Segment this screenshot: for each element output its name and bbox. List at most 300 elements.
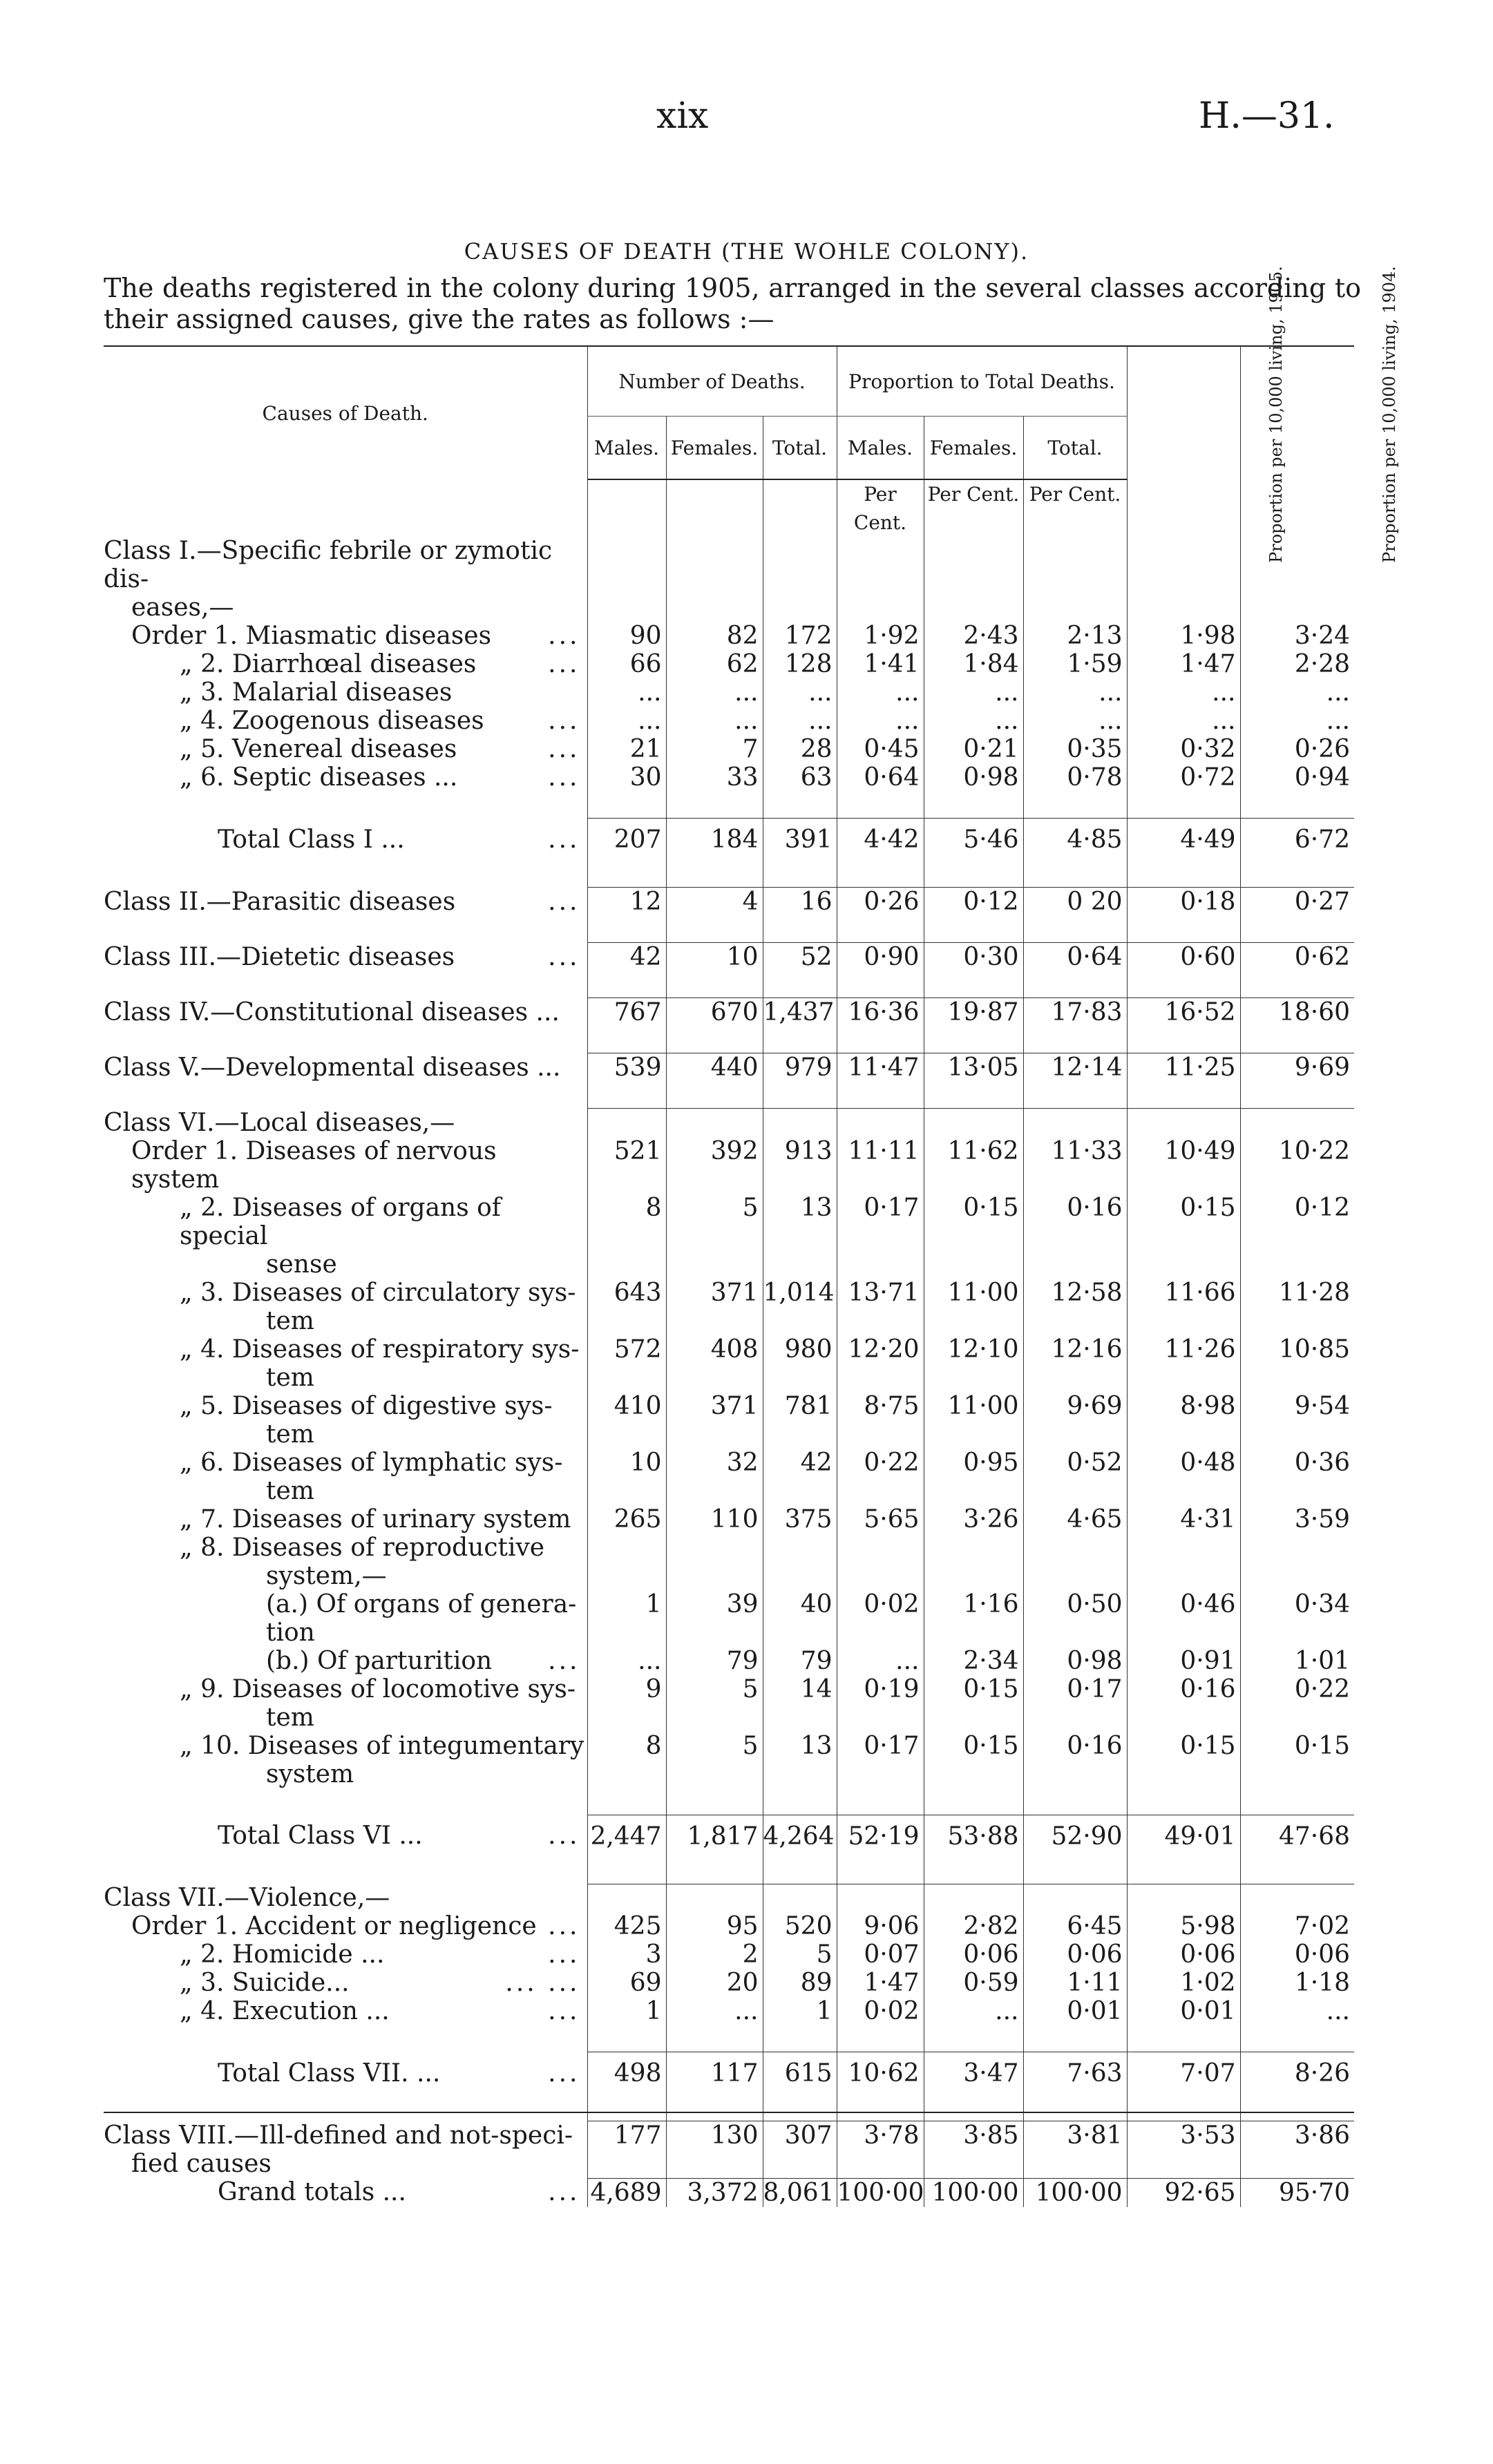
females-percent: 0·15 — [924, 1675, 1023, 1703]
males-percent — [837, 1477, 924, 1505]
table-row — [104, 1760, 1354, 1788]
females-count: 33 — [666, 763, 763, 792]
total-percent: 12·58 — [1023, 1279, 1127, 1307]
spacer-row — [104, 916, 1354, 943]
per-10000-1905: 4·31 — [1127, 1505, 1240, 1534]
per-10000-1905: 0·15 — [1127, 1194, 1240, 1250]
males-percent: 0·17 — [837, 1194, 924, 1250]
intro-paragraph: The deaths registered in the colony during 1905, arranged in the several classes according to their assigned causes, give the rates as follows :— — [104, 273, 1361, 334]
table-row — [104, 650, 1354, 678]
cause-text: (a.) Of organs of genera- — [266, 1589, 577, 1618]
females-percent — [924, 1250, 1023, 1279]
males-percent — [837, 1884, 924, 1912]
females-count: 371 — [666, 1279, 763, 1307]
total-percent: 52·90 — [1023, 1815, 1127, 1857]
per-10000-1905-header: Proportion per 10,000 living, 1905. — [1127, 346, 1240, 479]
males-percent: 9·06 — [837, 1912, 924, 1940]
per-10000-1905: 0·06 — [1127, 1940, 1240, 1969]
table-row — [104, 1137, 1354, 1194]
cause-text: „ 9. Diseases of locomotive sys- — [180, 1674, 576, 1703]
per-10000-1904 — [1240, 1703, 1354, 1732]
cause-label — [104, 1940, 587, 1969]
females-count — [666, 2150, 763, 2178]
section-title: CAUSES OF DEATH (THE WOHLE COLONY). — [464, 238, 1029, 265]
table-row — [104, 678, 1354, 707]
males-count — [587, 537, 666, 593]
per-10000-1905: 0·15 — [1127, 1732, 1240, 1760]
total-count: ... — [763, 707, 837, 735]
males-percent: ... — [837, 707, 924, 735]
table-row — [104, 2178, 1354, 2207]
table-row — [104, 2052, 1354, 2095]
females-count — [666, 1884, 763, 1912]
cause-label — [104, 1250, 587, 1279]
total-count: 1 — [763, 1997, 837, 2025]
females-percent — [924, 1703, 1023, 1732]
females-percent — [924, 1364, 1023, 1392]
total-percent — [1023, 1420, 1127, 1449]
total-count: 615 — [763, 2052, 837, 2095]
total-header: Total. — [763, 417, 837, 480]
males-count: 30 — [587, 763, 666, 792]
spacer-row — [104, 792, 1354, 819]
total-count: 40 — [763, 1590, 837, 1618]
per-10000-1904: 47·68 — [1240, 1815, 1354, 1857]
cause-label — [104, 1505, 587, 1534]
females-percent: ... — [924, 678, 1023, 707]
page-header — [0, 95, 1493, 144]
males-percent — [837, 1307, 924, 1335]
leader-dots: ... — [548, 1822, 580, 1850]
females-count: 670 — [666, 998, 763, 1027]
cause-label — [104, 1137, 587, 1194]
per-10000-1904 — [1240, 1364, 1354, 1392]
males-count — [587, 1760, 666, 1788]
females-percent — [924, 593, 1023, 622]
females-percent: 1·16 — [924, 1590, 1023, 1618]
cause-text: tem — [266, 1703, 314, 1732]
table-row — [104, 735, 1354, 763]
per-10000-1904: 3·24 — [1240, 622, 1354, 650]
table-row — [104, 1250, 1354, 1279]
cause-text: eases,— — [131, 593, 234, 622]
cause-label — [104, 943, 587, 972]
per-10000-1904: 95·70 — [1240, 2178, 1354, 2207]
females-count — [666, 1307, 763, 1335]
per-10000-1905: ... — [1127, 707, 1240, 735]
table-row — [104, 1279, 1354, 1307]
females-count: 1,817 — [666, 1815, 763, 1857]
males-percent — [837, 1109, 924, 1137]
males-percent — [837, 1562, 924, 1590]
per-10000-1905 — [1127, 1307, 1240, 1335]
total-count — [763, 2150, 837, 2178]
males-count: 572 — [587, 1335, 666, 1364]
females-percent: 11·00 — [924, 1392, 1023, 1420]
per-10000-1904: 0·26 — [1240, 735, 1354, 763]
number-of-deaths-header: Number of Deaths. — [587, 346, 837, 417]
males-percent: 0·26 — [837, 888, 924, 917]
females-count: 4 — [666, 888, 763, 917]
females-percent — [924, 1562, 1023, 1590]
cause-label — [104, 1449, 587, 1477]
females-percent — [924, 1618, 1023, 1647]
total-count: 13 — [763, 1732, 837, 1760]
cause-text: „ 4. Zoogenous diseases — [180, 707, 484, 735]
total-percent: 0·17 — [1023, 1675, 1127, 1703]
per-10000-1904 — [1240, 537, 1354, 593]
per-10000-1904: 9·54 — [1240, 1392, 1354, 1420]
per-10000-1904 — [1240, 1618, 1354, 1647]
total-percent: 11·33 — [1023, 1137, 1127, 1194]
cause-text: Class VI.—Local diseases,— — [104, 1108, 455, 1137]
total-percent — [1023, 1884, 1127, 1912]
cause-text: tem — [266, 1306, 314, 1335]
leader-dots: ... — [548, 2059, 580, 2088]
table-row — [104, 1647, 1354, 1675]
females-count: 20 — [666, 1969, 763, 1997]
table-row — [104, 1732, 1354, 1760]
total-count: 128 — [763, 650, 837, 678]
per-cent-label: Per Cent. — [1023, 479, 1127, 537]
males-pc-header: Males. — [837, 417, 924, 480]
spacer-row — [104, 1026, 1354, 1053]
females-count: 110 — [666, 1505, 763, 1534]
total-percent: 3·81 — [1023, 2121, 1127, 2150]
table-row — [104, 593, 1354, 622]
females-percent: 2·82 — [924, 1912, 1023, 1940]
per-10000-1905: ... — [1127, 678, 1240, 707]
per-10000-1905: 11·26 — [1127, 1335, 1240, 1364]
per-10000-1905 — [1127, 1250, 1240, 1279]
total-count: 391 — [763, 819, 837, 861]
per-10000-1905 — [1127, 1477, 1240, 1505]
males-count: 410 — [587, 1392, 666, 1420]
males-count: 767 — [587, 998, 666, 1027]
cause-text: „ 2. Diarrhœal diseases — [180, 650, 477, 678]
females-count: 5 — [666, 1675, 763, 1703]
cause-text: Order 1. Diseases of nervous system — [131, 1136, 497, 1194]
total-count: 4,264 — [763, 1815, 837, 1857]
cause-label — [104, 593, 587, 622]
cause-label — [104, 1703, 587, 1732]
males-count — [587, 1884, 666, 1912]
males-count: 8 — [587, 1194, 666, 1250]
males-count: 21 — [587, 735, 666, 763]
males-percent — [837, 537, 924, 593]
table-row — [104, 1969, 1354, 1997]
total-count: 307 — [763, 2121, 837, 2150]
cause-text: Order 1. Accident or negligence — [131, 1912, 537, 1940]
total-percent — [1023, 593, 1127, 622]
leader-dots: ... — [548, 942, 580, 971]
females-percent: 1·84 — [924, 650, 1023, 678]
females-percent: 11·62 — [924, 1137, 1023, 1194]
per-10000-1904 — [1240, 1420, 1354, 1449]
females-percent: 0·59 — [924, 1969, 1023, 1997]
cause-text: Grand totals ... — [218, 2178, 406, 2206]
table-row — [104, 888, 1354, 917]
table-row — [104, 707, 1354, 735]
table-row — [104, 1449, 1354, 1477]
females-pc-header: Females. — [924, 417, 1023, 480]
females-percent: 53·88 — [924, 1815, 1023, 1857]
cause-text: Class VII.—Violence,— — [104, 1884, 390, 1912]
total-percent — [1023, 1307, 1127, 1335]
table-row — [104, 1505, 1354, 1534]
spacer-row — [104, 1857, 1354, 1884]
per-10000-1904 — [1240, 1477, 1354, 1505]
per-10000-1904: 0·12 — [1240, 1194, 1354, 1250]
females-percent — [924, 1760, 1023, 1788]
females-percent — [924, 2150, 1023, 2178]
table-row — [104, 1675, 1354, 1703]
table-row — [104, 1194, 1354, 1250]
per-10000-1905 — [1127, 1884, 1240, 1912]
table-row — [104, 2150, 1354, 2178]
females-count — [666, 1250, 763, 1279]
total-percent: 100·00 — [1023, 2178, 1127, 2207]
per-cent-row — [104, 479, 1354, 537]
males-count: 177 — [587, 2121, 666, 2150]
cause-text: tion — [266, 1618, 315, 1647]
total-percent — [1023, 1250, 1127, 1279]
table-row — [104, 819, 1354, 861]
leader-dots: ... — [548, 825, 580, 854]
females-percent: 3·85 — [924, 2121, 1023, 2150]
cause-text: „ 3. Diseases of circulatory sys- — [180, 1278, 576, 1307]
females-percent: 3·47 — [924, 2052, 1023, 2095]
cause-label — [104, 1364, 587, 1392]
males-count: 498 — [587, 2052, 666, 2095]
per-cent-label: Per Cent. — [837, 479, 924, 537]
males-percent: 8·75 — [837, 1392, 924, 1420]
total-percent: 12·16 — [1023, 1335, 1127, 1364]
males-count — [587, 1477, 666, 1505]
females-percent: 0·95 — [924, 1449, 1023, 1477]
males-count: ... — [587, 678, 666, 707]
total-percent: 0·01 — [1023, 1997, 1127, 2025]
females-count: 82 — [666, 622, 763, 650]
per-10000-1904: 3·59 — [1240, 1505, 1354, 1534]
cause-label — [104, 1562, 587, 1590]
females-percent: 100·00 — [924, 2178, 1023, 2207]
per-10000-1904: ... — [1240, 707, 1354, 735]
total-percent: 9·69 — [1023, 1392, 1127, 1420]
males-count: 12 — [587, 888, 666, 917]
per-10000-1905: 0·46 — [1127, 1590, 1240, 1618]
per-10000-1904: 9·69 — [1240, 1053, 1354, 1082]
per-10000-1904: 1·01 — [1240, 1647, 1354, 1675]
total-percent — [1023, 1562, 1127, 1590]
cause-label — [104, 2052, 587, 2095]
males-count — [587, 1618, 666, 1647]
table-row — [104, 622, 1354, 650]
per-10000-1904: 0·06 — [1240, 1940, 1354, 1969]
males-count: 1 — [587, 1997, 666, 2025]
per-10000-1905 — [1127, 1364, 1240, 1392]
per-10000-1904: 0·94 — [1240, 763, 1354, 792]
total-count: 63 — [763, 763, 837, 792]
males-percent: 1·92 — [837, 622, 924, 650]
per-10000-1905: 1·02 — [1127, 1969, 1240, 1997]
total-count — [763, 593, 837, 622]
total-count — [763, 1109, 837, 1137]
cause-label — [104, 1053, 587, 1082]
per-10000-1905: 1·47 — [1127, 650, 1240, 678]
cause-text: „ 7. Diseases of urinary system — [180, 1505, 571, 1534]
males-count: 265 — [587, 1505, 666, 1534]
per-10000-1904: 0·36 — [1240, 1449, 1354, 1477]
leader-dots: ... — [548, 1997, 580, 2025]
males-count: 9 — [587, 1675, 666, 1703]
spacer-row — [104, 1788, 1354, 1815]
leader-dots: ... — [548, 735, 580, 763]
cause-text: sense — [266, 1250, 337, 1279]
cause-text: tem — [266, 1420, 314, 1449]
per-10000-1905: 5·98 — [1127, 1912, 1240, 1940]
males-percent: 0·02 — [837, 1997, 924, 2025]
cause-label — [104, 1420, 587, 1449]
total-count: 520 — [763, 1912, 837, 1940]
total-percent: 1·59 — [1023, 650, 1127, 678]
total-count: 1,437 — [763, 998, 837, 1027]
total-percent: 17·83 — [1023, 998, 1127, 1027]
per-10000-1905: 3·53 — [1127, 2121, 1240, 2150]
females-count — [666, 1618, 763, 1647]
total-percent: 4·85 — [1023, 819, 1127, 861]
males-percent — [837, 1534, 924, 1562]
cause-label — [104, 2121, 587, 2150]
total-percent: 0·35 — [1023, 735, 1127, 763]
males-count: 69 — [587, 1969, 666, 1997]
males-percent: 13·71 — [837, 1279, 924, 1307]
per-10000-1905 — [1127, 1618, 1240, 1647]
page-number: xix — [656, 95, 709, 137]
females-count: 5 — [666, 1194, 763, 1250]
males-percent: 11·11 — [837, 1137, 924, 1194]
total-count: 42 — [763, 1449, 837, 1477]
per-cent-label: Per Cent. — [924, 479, 1023, 537]
total-count: 1,014 — [763, 1279, 837, 1307]
cause-label — [104, 1969, 587, 1997]
females-count — [666, 1420, 763, 1449]
males-percent: 100·00 — [837, 2178, 924, 2207]
per-10000-1904 — [1240, 1562, 1354, 1590]
cause-text: Class IV.—Constitutional diseases ... — [104, 997, 560, 1026]
total-count: 28 — [763, 735, 837, 763]
total-count: 980 — [763, 1335, 837, 1364]
total-percent: 6·45 — [1023, 1912, 1127, 1940]
cause-label — [104, 678, 587, 707]
males-percent — [837, 1420, 924, 1449]
females-percent: 11·00 — [924, 1279, 1023, 1307]
females-percent: 19·87 — [924, 998, 1023, 1027]
females-count: 184 — [666, 819, 763, 861]
females-count — [666, 1760, 763, 1788]
males-percent — [837, 1760, 924, 1788]
females-percent: ... — [924, 1997, 1023, 2025]
females-percent: 0·15 — [924, 1194, 1023, 1250]
spacer-row — [104, 1082, 1354, 1109]
males-count: 1 — [587, 1590, 666, 1618]
females-percent — [924, 1534, 1023, 1562]
cause-label — [104, 537, 587, 593]
table-row — [104, 1884, 1354, 1912]
females-percent: 13·05 — [924, 1053, 1023, 1082]
per-10000-1905: 8·98 — [1127, 1392, 1240, 1420]
males-count: 90 — [587, 622, 666, 650]
total-percent: ... — [1023, 707, 1127, 735]
cause-label — [104, 1392, 587, 1420]
females-count: 62 — [666, 650, 763, 678]
total-count: 913 — [763, 1137, 837, 1194]
cause-text: „ 6. Diseases of lymphatic sys- — [180, 1448, 563, 1477]
per-10000-1905 — [1127, 1534, 1240, 1562]
cause-label — [104, 998, 587, 1027]
males-percent: 0·64 — [837, 763, 924, 792]
cause-text: system — [266, 1759, 354, 1788]
per-10000-1905 — [1127, 1703, 1240, 1732]
females-percent — [924, 537, 1023, 593]
total-percent: 1·11 — [1023, 1969, 1127, 1997]
males-percent: 0·02 — [837, 1590, 924, 1618]
per-10000-1904: 1·18 — [1240, 1969, 1354, 1997]
total-count — [763, 1477, 837, 1505]
table-row — [104, 1997, 1354, 2025]
females-percent: ... — [924, 707, 1023, 735]
cause-label — [104, 2178, 587, 2207]
cause-label — [104, 1307, 587, 1335]
males-percent — [837, 1703, 924, 1732]
per-10000-1905: 7·07 — [1127, 2052, 1240, 2095]
cause-text: fied causes — [131, 2150, 272, 2178]
total-percent: 7·63 — [1023, 2052, 1127, 2095]
total-percent: 4·65 — [1023, 1505, 1127, 1534]
cause-text: Total Class VI ... — [218, 1822, 423, 1850]
total-count — [763, 1884, 837, 1912]
per-10000-1904 — [1240, 1307, 1354, 1335]
total-count — [763, 1534, 837, 1562]
total-percent — [1023, 1703, 1127, 1732]
per-10000-1904: 0·15 — [1240, 1732, 1354, 1760]
leader-dots: ... — [548, 763, 580, 792]
males-count — [587, 1109, 666, 1137]
per-10000-1904 — [1240, 1250, 1354, 1279]
leader-dots: ... — [548, 887, 580, 916]
males-count: ... — [587, 707, 666, 735]
males-percent: 1·41 — [837, 650, 924, 678]
total-count: 89 — [763, 1969, 837, 1997]
total-percent: 0·16 — [1023, 1732, 1127, 1760]
per-10000-1905: 4·49 — [1127, 819, 1240, 861]
table-row — [104, 943, 1354, 972]
cause-label — [104, 1732, 587, 1760]
total-percent: 0 20 — [1023, 888, 1127, 917]
males-percent: 0·17 — [837, 1732, 924, 1760]
males-count: 2,447 — [587, 1815, 666, 1857]
females-percent: 12·10 — [924, 1335, 1023, 1364]
total-percent: 0·98 — [1023, 1647, 1127, 1675]
males-count: ... — [587, 1647, 666, 1675]
cause-label — [104, 735, 587, 763]
cause-text: „ 5. Venereal diseases — [180, 735, 457, 763]
females-percent: 3·26 — [924, 1505, 1023, 1534]
cause-text: Class V.—Developmental diseases ... — [104, 1053, 561, 1082]
males-count — [587, 593, 666, 622]
total-percent — [1023, 537, 1127, 593]
per-10000-1905 — [1127, 1420, 1240, 1449]
